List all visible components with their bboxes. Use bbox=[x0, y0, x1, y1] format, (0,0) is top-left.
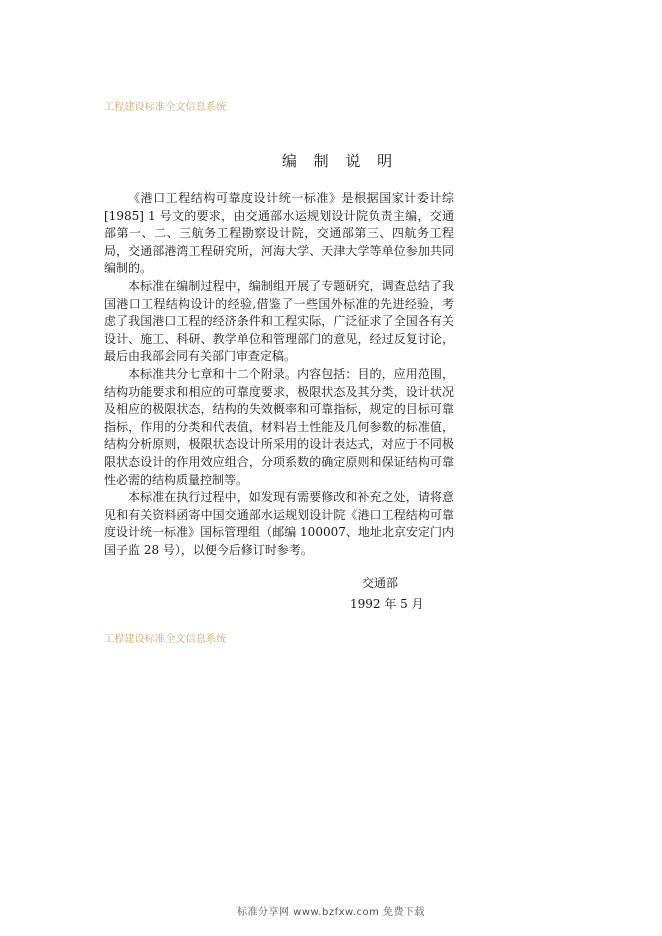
paragraph-2: 本标准在编制过程中，编制组开展了专题研究，调查总结了我国港口工程结构设计的经验,借鉴了一些国外标准的先进经验，考虑了我国港口工程的经济条件和工程实际，广泛征求了全国各有关设计、施工、科研、教学单位和管理部门的意见，经过反复讨论，最后由我部会同有关部门审查定稿。 bbox=[104, 278, 454, 364]
signature-date: 1992 年 5 月 bbox=[350, 597, 424, 611]
watermark-top: 工程建设标准全文信息系统 bbox=[104, 102, 227, 113]
paragraph-4: 本标准在执行过程中，如发现有需要修改和补充之处，请将意见和有关资料函寄中国交通部水运规划设计院《港口工程结构可靠度设计统一标准》国标管理组（邮编 100007、地址北京安定门内国子监 28 号），以便今后修订时参考。 bbox=[104, 490, 454, 557]
signature-organization: 交通部 bbox=[362, 576, 399, 590]
watermark-bottom: 工程建设标准全文信息系统 bbox=[104, 634, 227, 645]
paragraph-1: 《港口工程结构可靠度设计统一标准》是根据国家计委计综[1985] 1 号文的要求，由交通部水运规划设计院负责主编，交通部第一、二、三航务工程勘察设计院，交通部第三、四航务工程局，交通部港湾工程研究所，河海大学、天津大学等单位参加共同编制的。 bbox=[104, 191, 454, 276]
page-title: 编 制 说 明 bbox=[281, 152, 399, 170]
document-body bbox=[104, 190, 454, 559]
site-footer-link[interactable]: 标准分享网 www.bzfxw.com 免费下载 bbox=[237, 907, 425, 918]
paragraph-3: 本标准共分七章和十二个附录。内容包括：目的，应用范围，结构功能要求和相应的可靠度要求，极限状态及其分类，设计状况及相应的极限状态，结构的失效概率和可靠指标，规定的目标可靠指标，作用的分类和代表值，材料岩土性能及几何参数的标准值，结构分析原则，极限状态设计所采用的设计表达式，对应于不同极限状态设计的作用效应组合，分项系数的确定原则和保证结构可靠性必需的结构质量控制等。 bbox=[104, 366, 454, 487]
